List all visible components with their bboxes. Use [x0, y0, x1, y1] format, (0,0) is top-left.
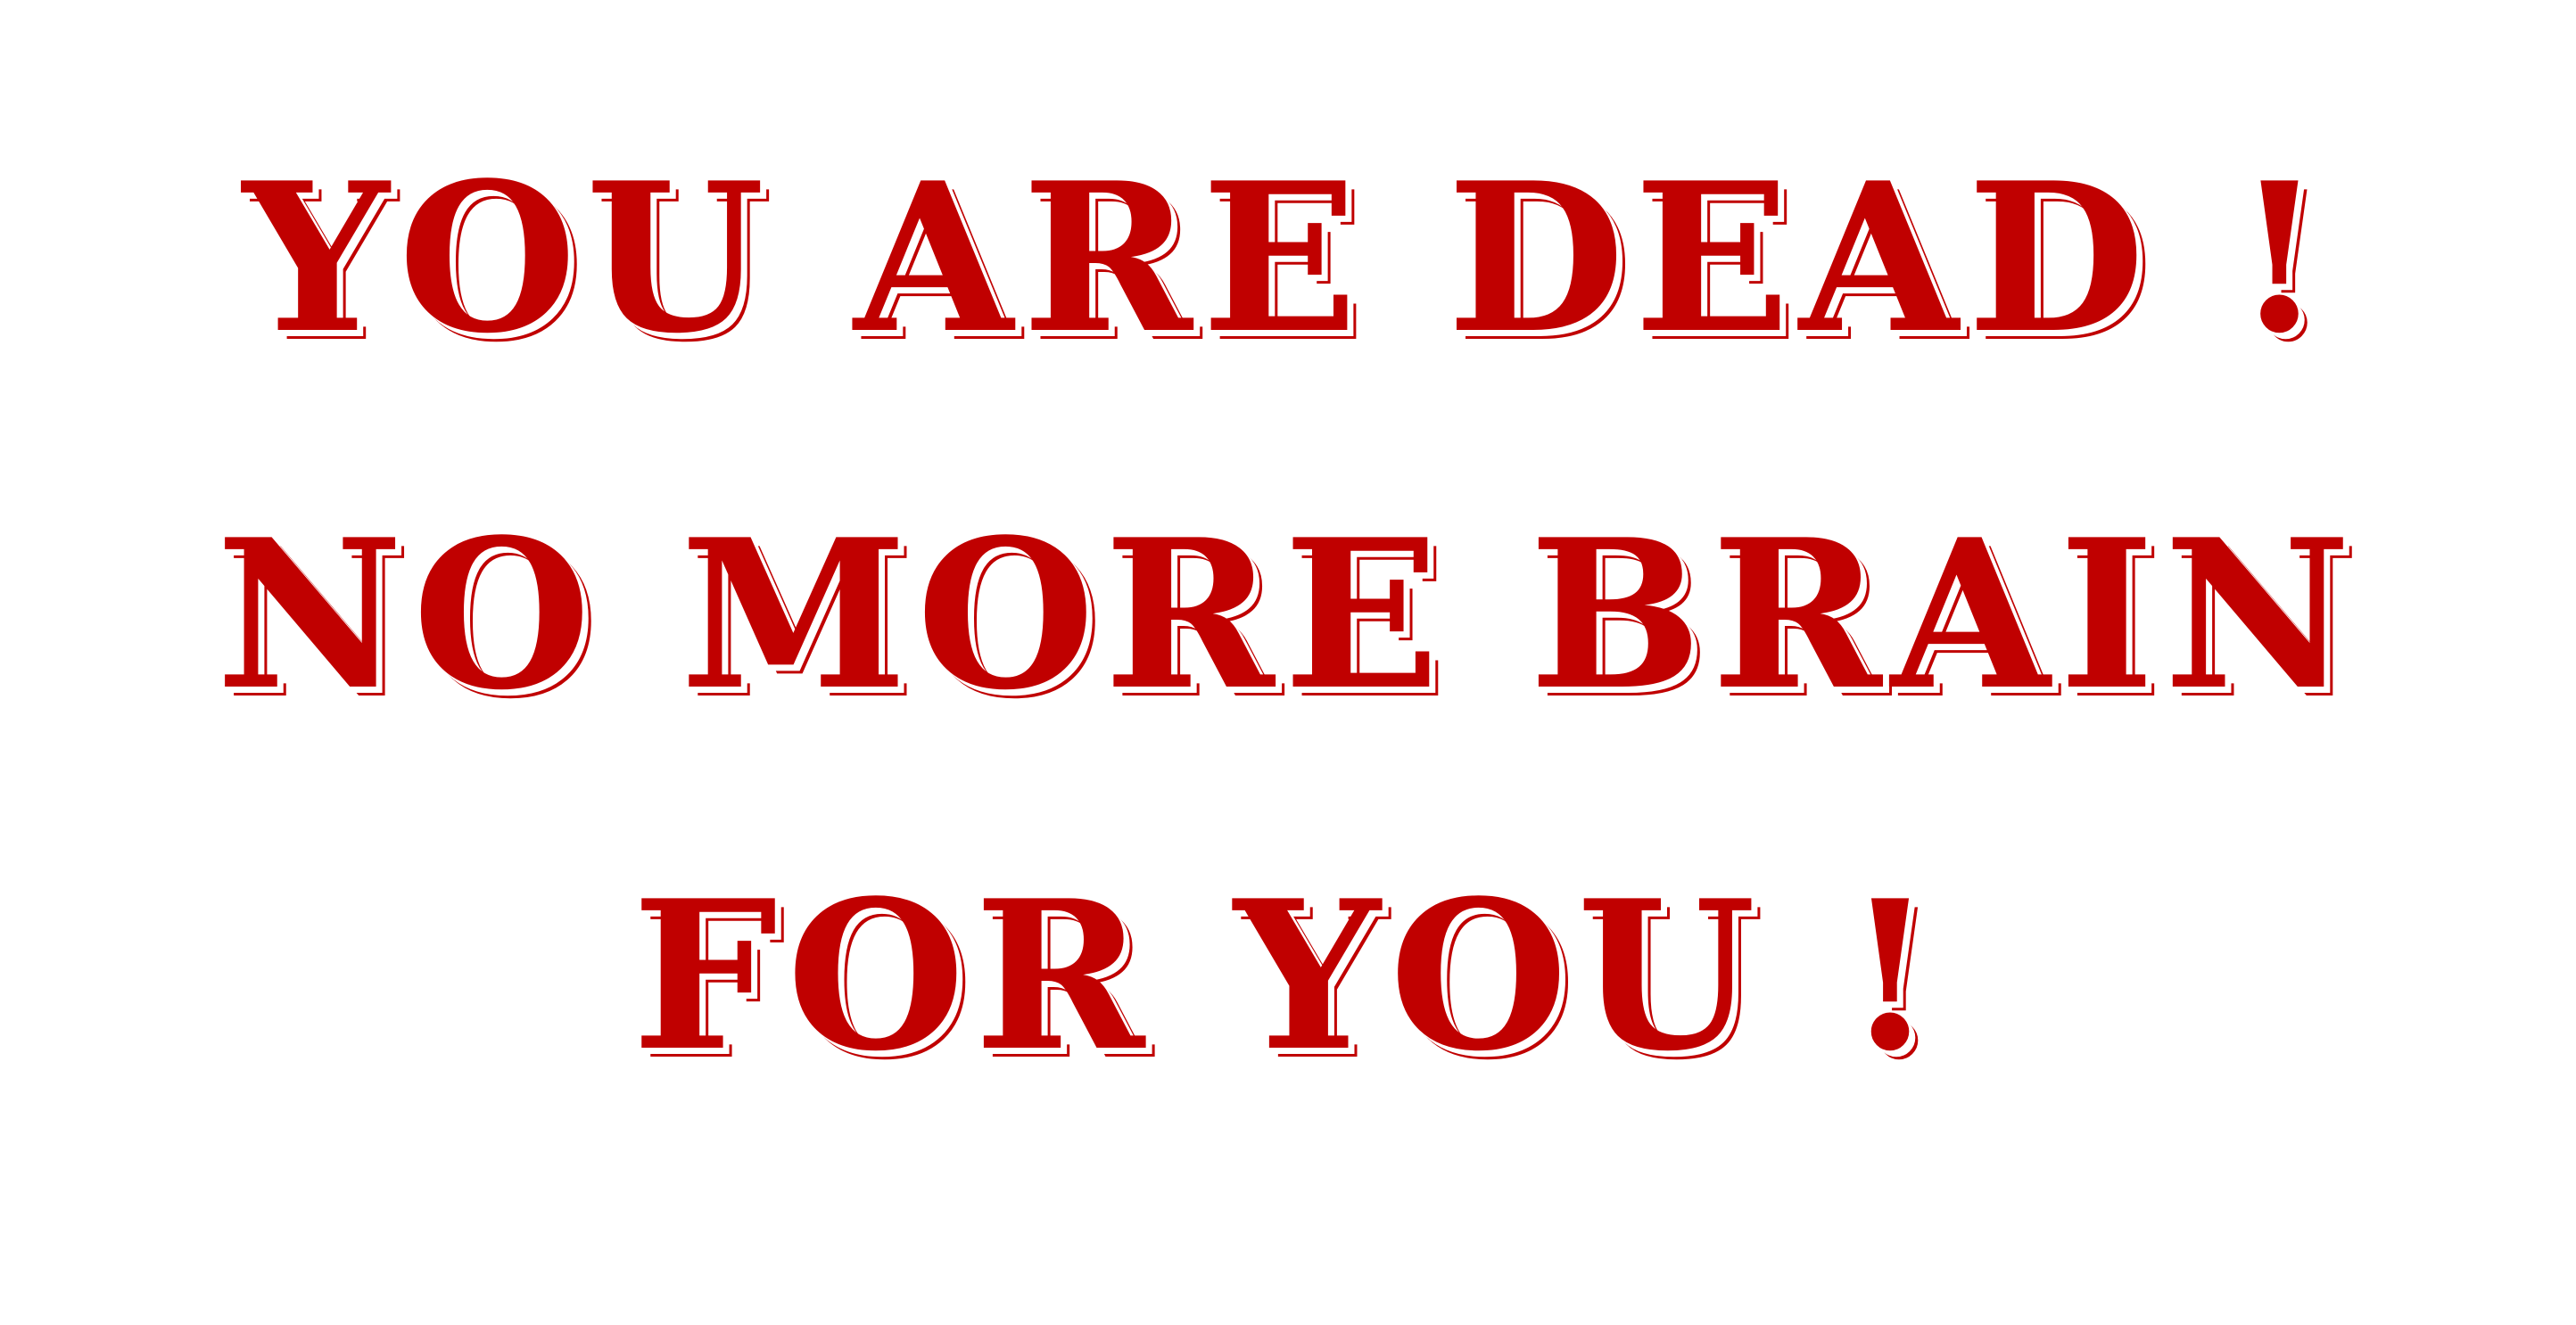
game-over-line-1: YOU ARE DEAD !	[243, 138, 2333, 379]
game-over-line-3: FOR YOU !	[632, 856, 1944, 1097]
game-over-line-2: NO MORE BRAIN	[216, 495, 2360, 736]
